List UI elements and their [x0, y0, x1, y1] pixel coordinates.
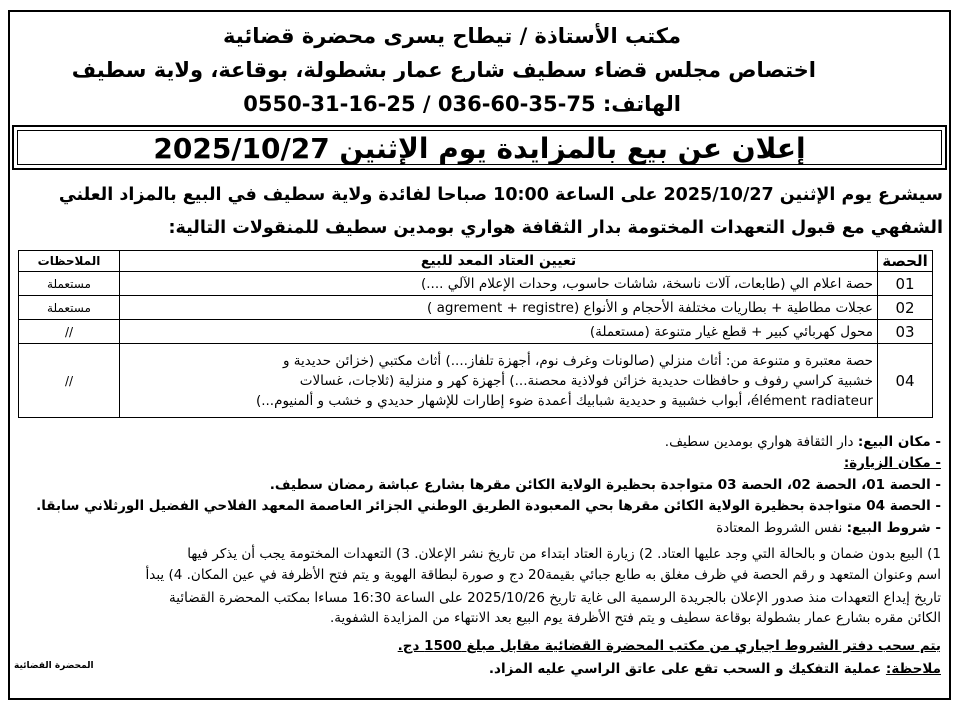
intro-line-1: سيشرع يوم الإثنين 2025/10/27 على الساعة 10:00 صباحا لفائدة ولاية سطيف في البيع بالمزاد العلني	[58, 185, 943, 205]
lot-description	[120, 272, 878, 296]
header-description: تعيين العتاد المعد للبيع	[120, 251, 878, 272]
header-lot: الحصة	[878, 251, 933, 272]
lots-table	[18, 250, 933, 418]
lot-description-line: élément radiateur، أبواب خشبية و حديدية شبابيك أعمدة ضوء إطارات للإشهار حديدي و خشب و ألمنيوم...)	[255, 392, 873, 409]
header-notes: الملاحظات	[19, 251, 120, 272]
terms-line-4: الكائن مقره بشارع عمار بشطولة بوقاعة سطيف و يتم فتح الأظرفة يوم البيع بعد الانتهاء من المزايدة الشفوية.	[329, 610, 941, 626]
sale-place	[665, 433, 941, 451]
lot-number: 04	[878, 344, 933, 418]
terms-line-3: تاريخ إيداع التعهدات منذ صدور الإعلان بالجريدة الرسمية الى غاية تاريخ 2025/10/26 على الساعة 16:30 مساءا بمكتب المحضرة القضائية	[169, 590, 941, 606]
lot-description	[120, 296, 878, 320]
remark-value: عملية التفكيك و السحب تقع على عاتق الراسي عليه المزاد.	[488, 661, 886, 677]
table-row	[19, 296, 933, 320]
lot-description-line: حصة اعلام الي (طابعات، آلات ناسخة، شاشات حاسوب، وحدات الإعلام الآلي ....)	[421, 275, 873, 292]
lot-description	[120, 344, 878, 418]
table-header-row	[19, 251, 933, 272]
table-row	[19, 272, 933, 296]
remark	[489, 660, 941, 678]
lot-note: مستعملة	[19, 272, 120, 296]
lot-description-line: عجلات مطاطية + بطاريات مختلفة الأحجام و الأنواع (agrement + registre )	[427, 299, 873, 316]
sale-terms-value: نفس الشروط المعتادة	[716, 520, 847, 536]
visit-line-1: - الحصة 01، الحصة 02، الحصة 03 متواجدة بحظيرة الولاية الكائن مقرها بشارع عباشة رمضان سطيف.	[269, 477, 941, 493]
lot-description-line: حصة معتبرة و متنوعة من: أثاث منزلي (صالونات وغرف نوم، أجهزة تلفاز....) أثاث مكتبي (خزائن حديدية و	[282, 352, 873, 369]
jurisdiction-line: اختصاص مجلس قضاء سطيف شارع عمار بشطولة، بوقاعة، ولاية سطيف	[71, 58, 816, 82]
withdraw-note: يتم سحب دفتر الشروط اجباري من مكتب المحضرة القضائية مقابل مبلغ 1500 دج.	[397, 638, 941, 654]
lot-description-line: محول كهربائي كبير + قطع غيار متنوعة (مستعملة)	[589, 323, 873, 340]
lot-note: //	[19, 320, 120, 344]
banner-title: إعلان عن بيع بالمزايدة يوم الإثنين 2025/10/27	[17, 130, 942, 165]
office-title: مكتب الأستاذة / تيطاح يسرى محضرة قضائية	[223, 24, 681, 48]
sale-place-value: دار الثقافة هواري بومدين سطيف.	[664, 434, 858, 450]
lot-note: //	[19, 344, 120, 418]
phone-line: الهاتف: 75-35-60-036 / 25-16-31-0550	[243, 92, 681, 116]
visit-place-label: - مكان الزيارة:	[843, 455, 941, 471]
terms-line-1: 1) البيع بدون ضمان و بالحالة التي وجد عليها العتاد. 2) زيارة العتاد ابتداء من تاريخ نشر الإعلان. 3) التعهدات المختومة يجب أن يذكر فيها	[187, 546, 941, 562]
remark-label: ملاحظة:	[885, 661, 941, 677]
sale-place-label: - مكان البيع:	[857, 434, 941, 450]
visit-line-2: - الحصة 04 متواجدة بحظيرة الولاية الكائن مقرها بحي المعبودة الطريق الوطني الجزائر العاصمة المعهد الفلاحي الفضيل الورثلاني سابقا.	[36, 498, 941, 514]
lot-number: 01	[878, 272, 933, 296]
terms-line-2: اسم وعنوان المتعهد و رقم الحصة في ظرف مغلق به طابع جبائي بقيمة20 دج و صورة لبطاقة الهوية و يتم فتح الأظرفة في عين المكان. 4) يبدأ	[145, 567, 941, 583]
bailiff-stamp-label: المحضرة القضائية	[14, 661, 94, 671]
sale-terms-label: - شروط البيع:	[846, 520, 941, 536]
lot-note: مستعملة	[19, 296, 120, 320]
table-row	[19, 320, 933, 344]
intro-line-2: الشفهي مع قبول التعهدات المختومة بدار الثقافة هواري بومدين سطيف للمنقولات التالية:	[168, 218, 943, 238]
lot-description-line: خشبية كراسي رفوف و حافظات حديدية خزائن فولاذية محصنة...) أجهزة كهر و منزلية (ثلاجات، غسالات	[299, 372, 873, 389]
auction-banner	[12, 125, 947, 170]
table-row	[19, 344, 933, 418]
lot-number: 03	[878, 320, 933, 344]
lot-number: 02	[878, 296, 933, 320]
sale-terms	[716, 519, 941, 537]
lot-description	[120, 320, 878, 344]
